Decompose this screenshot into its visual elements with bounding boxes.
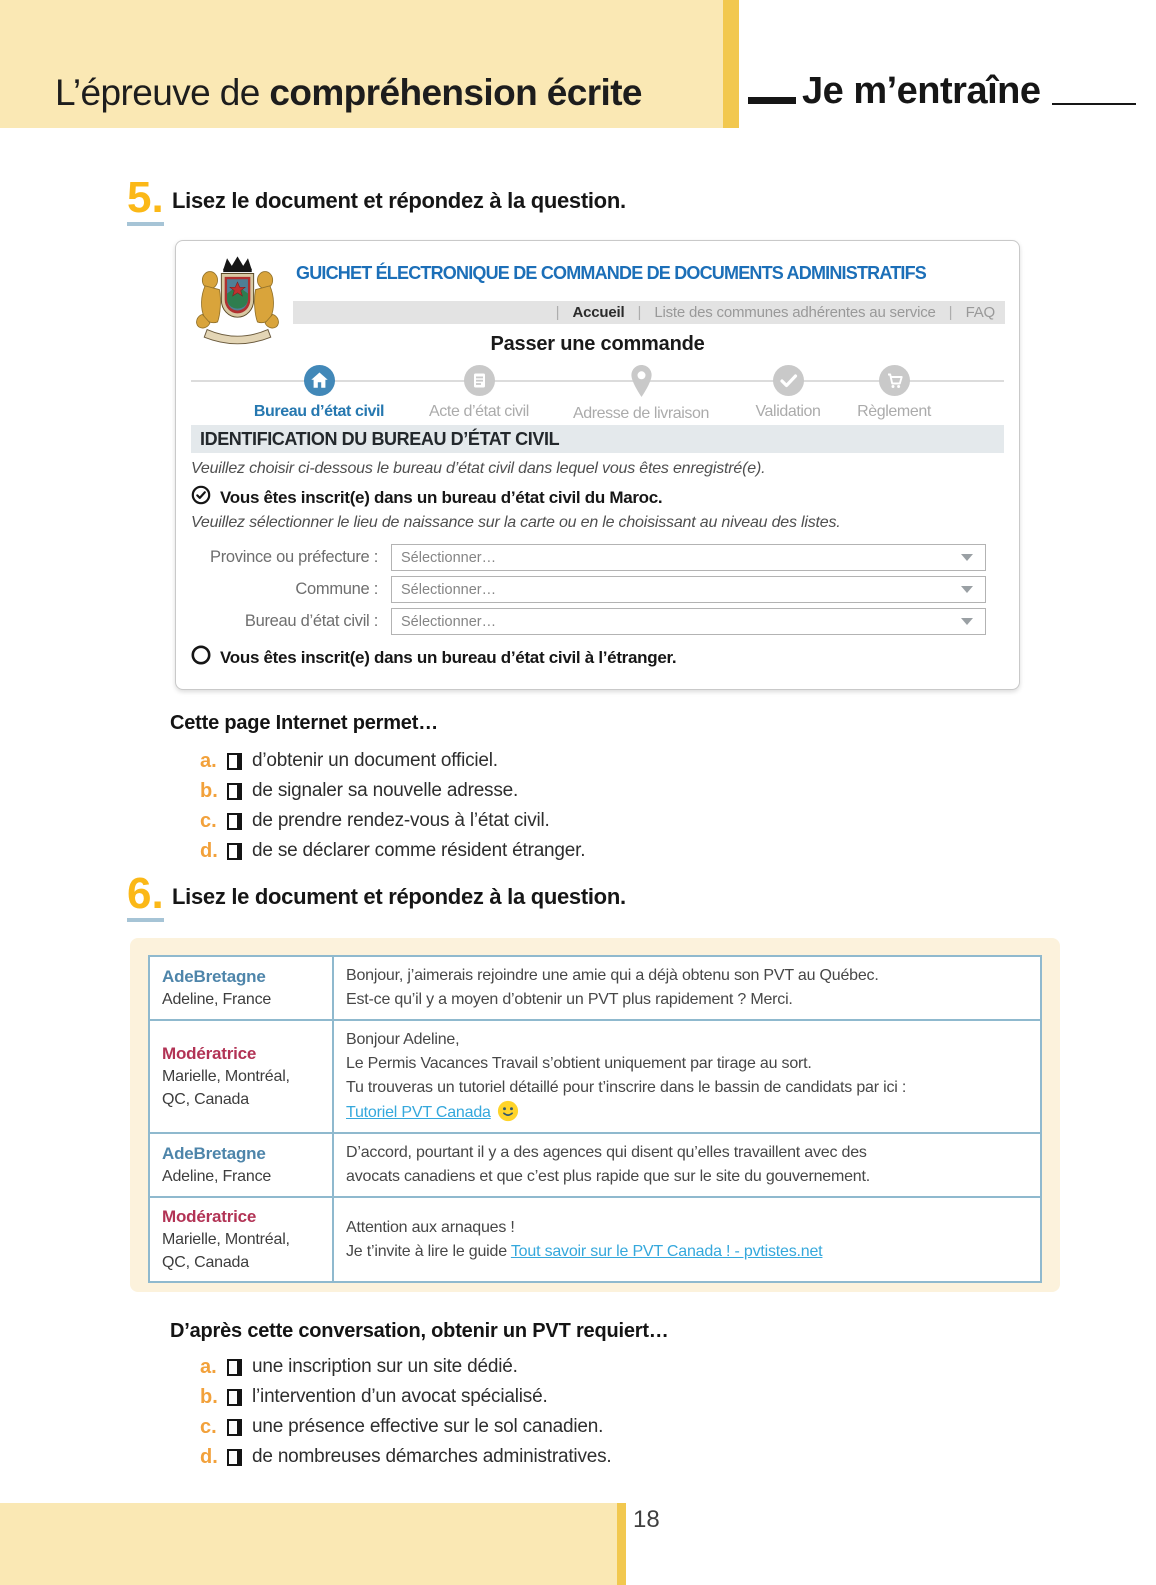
- message-text: Le Permis Vacances Travail s’obtient uniquement par tirage au sort.: [346, 1055, 812, 1072]
- form-row: [191, 544, 986, 571]
- forum-document-panel: [130, 938, 1060, 1292]
- option-letter: a.: [200, 749, 217, 772]
- option-text: d’obtenir un document officiel.: [252, 750, 498, 771]
- answer-checkbox[interactable]: [227, 843, 242, 860]
- select-value: Sélectionner…: [401, 613, 497, 630]
- step-adresse-de-livraison[interactable]: [556, 365, 726, 423]
- message-text: Attention aux arnaques !: [346, 1218, 515, 1236]
- header-gold-bar: [723, 0, 739, 128]
- radio-etranger-label: Vous êtes inscrit(e) dans un bureau d’état civil à l’étranger.: [220, 647, 677, 667]
- forum-username: Modératrice: [162, 1044, 257, 1063]
- select-value: Sélectionner…: [401, 549, 497, 566]
- nav-item-accueil[interactable]: Accueil: [572, 304, 625, 321]
- site-title: GUICHET ÉLECTRONIQUE DE COMMANDE DE DOCUMENTS ADMINISTRATIFS: [296, 263, 926, 283]
- forum-username: AdeBretagne: [162, 967, 266, 986]
- bureau-select-label: Bureau d’état civil :: [244, 612, 378, 630]
- option-d: [200, 836, 585, 866]
- form-section-title: IDENTIFICATION DU BUREAU D’ÉTAT CIVIL: [191, 425, 1004, 453]
- nav-separator: |: [637, 304, 642, 321]
- forum-message-cell: [333, 1020, 1041, 1133]
- message-link[interactable]: Tutoriel PVT Canada: [346, 1104, 491, 1121]
- exercise6-instruction: Lisez le document et répondez à la question.: [172, 884, 626, 909]
- option-letter: c.: [200, 809, 217, 832]
- option-letter: a.: [200, 1355, 217, 1378]
- exercise6-number: 6.: [127, 869, 164, 918]
- home-icon: [304, 365, 335, 396]
- website-document-panel: [175, 240, 1020, 690]
- radio-option-etranger[interactable]: [191, 645, 676, 670]
- forum-user-location: Adeline, France: [162, 1168, 272, 1185]
- order-heading: Passer une commande: [490, 333, 705, 355]
- forum-user-cell: [149, 1020, 333, 1133]
- forum-user-cell: [149, 1197, 333, 1282]
- option-c: [200, 806, 585, 836]
- province-select[interactable]: [391, 544, 986, 571]
- option-b: [200, 776, 585, 806]
- forum-table: [148, 955, 1042, 1283]
- option-text: de prendre rendez-vous à l’état civil.: [252, 810, 550, 831]
- step-label: Bureau d’état civil: [253, 403, 385, 420]
- radio-maroc-label: Vous êtes inscrit(e) dans un bureau d’état civil du Maroc.: [220, 487, 663, 507]
- commune-select-label: Commune :: [295, 580, 378, 598]
- form-instruction-1: Veuillez choisir ci-dessous le bureau d’état civil dans lequel vous êtes enregistré(e).: [191, 460, 766, 477]
- page-title-bold: compréhension écrite: [269, 72, 642, 113]
- message-text: Tu trouveras un tutoriel détaillé pour t’inscrire dans le bassin de candidats par ici :: [346, 1079, 907, 1096]
- form-fields: [191, 544, 986, 640]
- message-text: Est-ce qu’il y a moyen d’obtenir un PVT plus rapidement ? Merci.: [346, 991, 793, 1008]
- option-text: une inscription sur un site dédié.: [252, 1356, 518, 1377]
- option-text: de nombreuses démarches administratives.: [252, 1446, 612, 1467]
- option-c: [200, 1412, 612, 1442]
- forum-user-cell: [149, 956, 333, 1020]
- step-reglement[interactable]: [809, 365, 979, 421]
- forum-row: [149, 1020, 1041, 1133]
- page-title-regular: L’épreuve de: [55, 72, 270, 113]
- forum-user-cell: [149, 1133, 333, 1197]
- option-letter: b.: [200, 1385, 218, 1408]
- option-letter: b.: [200, 779, 218, 802]
- step-acte-d-etat-civil[interactable]: [394, 365, 564, 421]
- bureau-select[interactable]: [391, 608, 986, 635]
- forum-user-location: Marielle, Montréal, QC, Canada: [162, 1068, 290, 1108]
- answer-checkbox[interactable]: [227, 1419, 242, 1436]
- forum-row: [149, 1197, 1041, 1282]
- radio-unchecked-icon[interactable]: [191, 645, 211, 670]
- order-stepper: [191, 365, 1004, 423]
- footer-gold-bar: [617, 1503, 626, 1585]
- message-link[interactable]: Tout savoir sur le PVT Canada ! - pvtistes.net: [510, 1242, 823, 1260]
- message-text: Bonjour, j’aimerais rejoindre une amie qui a déjà obtenu son PVT au Québec.: [346, 967, 879, 984]
- nav-item-faq[interactable]: FAQ: [965, 304, 995, 321]
- option-a: [200, 746, 585, 776]
- answer-checkbox[interactable]: [227, 1359, 242, 1376]
- exercise6-question: D’après cette conversation, obtenir un PVT requiert…: [170, 1320, 669, 1342]
- forum-message-cell: [333, 1197, 1041, 1282]
- radio-option-maroc[interactable]: [191, 485, 662, 510]
- step-bureau-d-etat-civil[interactable]: [234, 365, 404, 421]
- message-text: Je t’invite à lire le guide: [346, 1242, 511, 1260]
- option-letter: d.: [200, 1445, 218, 1468]
- exercise6-options: [200, 1352, 612, 1472]
- train-tail-rule: [1052, 103, 1136, 105]
- province-select-label: Province ou préfecture :: [210, 548, 378, 566]
- document-icon: [464, 365, 495, 396]
- message-text: Bonjour Adeline,: [346, 1031, 460, 1048]
- nav-separator: |: [555, 304, 560, 321]
- message-text: D’accord, pourtant il y a des agences qui disent qu’elles travaillent avec des: [346, 1144, 867, 1161]
- cart-icon: [879, 365, 910, 396]
- location-pin-icon: [626, 365, 657, 396]
- check-icon: [773, 365, 804, 396]
- option-b: [200, 1382, 612, 1412]
- option-text: de signaler sa nouvelle adresse.: [252, 780, 519, 801]
- forum-message-cell: [333, 1133, 1041, 1197]
- page-number: 18: [633, 1506, 660, 1533]
- select-value: Sélectionner…: [401, 581, 497, 598]
- forum-user-location: Marielle, Montréal, QC, Canada: [162, 1231, 290, 1271]
- forum-row: [149, 1133, 1041, 1197]
- forum-username: AdeBretagne: [162, 1144, 266, 1163]
- nav-item-liste-des-communes-adherentes-au-service[interactable]: Liste des communes adhérentes au service: [654, 304, 936, 321]
- forum-row: [149, 956, 1041, 1020]
- option-text: de se déclarer comme résident étranger.: [252, 840, 586, 861]
- option-a: [200, 1352, 612, 1382]
- message-text: avocats canadiens et que c’est plus rapide que sur le site du gouvernement.: [346, 1168, 871, 1185]
- forum-table-body: [149, 956, 1041, 1282]
- option-text: l’intervention d’un avocat spécialisé.: [252, 1386, 548, 1407]
- answer-checkbox[interactable]: [227, 1389, 242, 1406]
- exercise5-number-underline: [127, 222, 164, 226]
- step-label: Adresse de livraison: [572, 405, 710, 422]
- chevron-down-icon: [961, 618, 973, 625]
- nav-separator: |: [948, 304, 953, 321]
- commune-select[interactable]: [391, 576, 986, 603]
- exercise5-options: [200, 746, 585, 866]
- forum-username: Modératrice: [162, 1207, 257, 1226]
- option-letter: c.: [200, 1415, 217, 1438]
- forum-user-location: Adeline, France: [162, 991, 272, 1008]
- exercise6-number-underline: [127, 918, 164, 922]
- form-row: [191, 608, 986, 635]
- step-label: Règlement: [857, 403, 931, 420]
- exercise5-number: 5.: [127, 173, 164, 222]
- step-label: Validation: [755, 403, 821, 420]
- exercise5-instruction: Lisez le document et répondez à la question.: [172, 188, 626, 213]
- chevron-down-icon: [961, 586, 973, 593]
- section-label: Je m’entraîne: [802, 70, 1041, 112]
- answer-checkbox[interactable]: [227, 783, 242, 800]
- form-instruction-2: Veuillez sélectionner le lieu de naissance sur la carte ou en le choisissant au niveau des listes.: [191, 514, 841, 531]
- form-row: [191, 576, 986, 603]
- train-dash-rule: [748, 97, 796, 104]
- chevron-down-icon: [961, 554, 973, 561]
- page-title: [55, 72, 642, 114]
- answer-checkbox[interactable]: [227, 1449, 242, 1466]
- footer-band: [0, 1503, 617, 1585]
- answer-checkbox[interactable]: [227, 813, 242, 830]
- radio-checked-icon[interactable]: [191, 485, 211, 510]
- exercise5-question: Cette page Internet permet…: [170, 712, 438, 734]
- option-d: [200, 1442, 612, 1472]
- option-letter: d.: [200, 839, 218, 862]
- option-text: une présence effective sur le sol canadien.: [252, 1416, 604, 1437]
- answer-checkbox[interactable]: [227, 753, 242, 770]
- step-label: Acte d’état civil: [429, 403, 529, 420]
- forum-message-cell: [333, 956, 1041, 1020]
- site-navbar: [293, 301, 1005, 324]
- smiley-emoji: [497, 1100, 519, 1125]
